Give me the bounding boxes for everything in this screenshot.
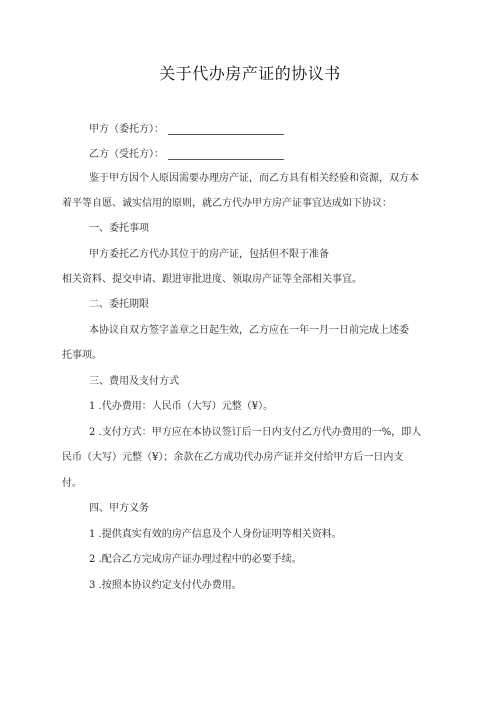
section-4-item-1: 1 .提供真实有效的房产信息及个人身份证明等相关资料。 xyxy=(89,529,342,540)
section-3-item-2-line-3: 付。 xyxy=(62,478,82,489)
party-b-blank[interactable] xyxy=(168,149,284,160)
party-a-label: 甲方（委托方）： xyxy=(89,124,164,135)
intro-line-1: 鉴于甲方因个人原因需要办理房产证，而乙方具有相关经验和资源，双方本 xyxy=(89,173,419,184)
intro-line-2: 着平等自愿、诚实信用的原则，就乙方代办甲方房产证事宜达成如下协议： xyxy=(62,198,392,209)
party-a-line xyxy=(89,124,284,135)
section-2-heading: 二、委托期限 xyxy=(89,299,149,310)
section-2-line-1: 本协议自双方签字盖章之日起生效，乙方应在一年一月一日前完成上述委 xyxy=(89,325,409,336)
party-b-line xyxy=(89,149,284,160)
document-title: 关于代办房产证的协议书 xyxy=(159,64,341,83)
section-1-line-2: 相关资料、提交申请、跟进审批进度、领取房产证等全部相关事宜。 xyxy=(62,274,362,285)
section-3-item-1: 1 .代办费用：人民币（大写）元整（¥）。 xyxy=(89,401,274,412)
section-2-line-2: 托事项。 xyxy=(62,350,102,361)
section-4-heading: 四、甲方义务 xyxy=(89,503,149,514)
section-3-item-2-line-1: 2 .支付方式：甲方应在本协议签订后一日内支付乙方代办费用的一%，即人 xyxy=(89,427,422,438)
section-1-heading: 一、委托事项 xyxy=(89,223,149,234)
section-3-item-2-line-2: 民币（大写）元整（¥）；余款在乙方成功代办房产证并交付给甲方后一日内支 xyxy=(62,452,404,463)
section-4-item-2: 2 .配合乙方完成房产证办理过程中的必要手续。 xyxy=(89,554,302,565)
party-a-blank[interactable] xyxy=(168,124,284,135)
section-4-item-3: 3 .按照本协议约定支付代办费用。 xyxy=(89,580,242,591)
section-1-line-1: 甲方委托乙方代办其位于的房产证，包括但不限于准备 xyxy=(89,249,329,260)
party-b-label: 乙方（受托方）： xyxy=(89,149,164,160)
section-3-heading: 三、费用及支付方式 xyxy=(89,376,179,387)
